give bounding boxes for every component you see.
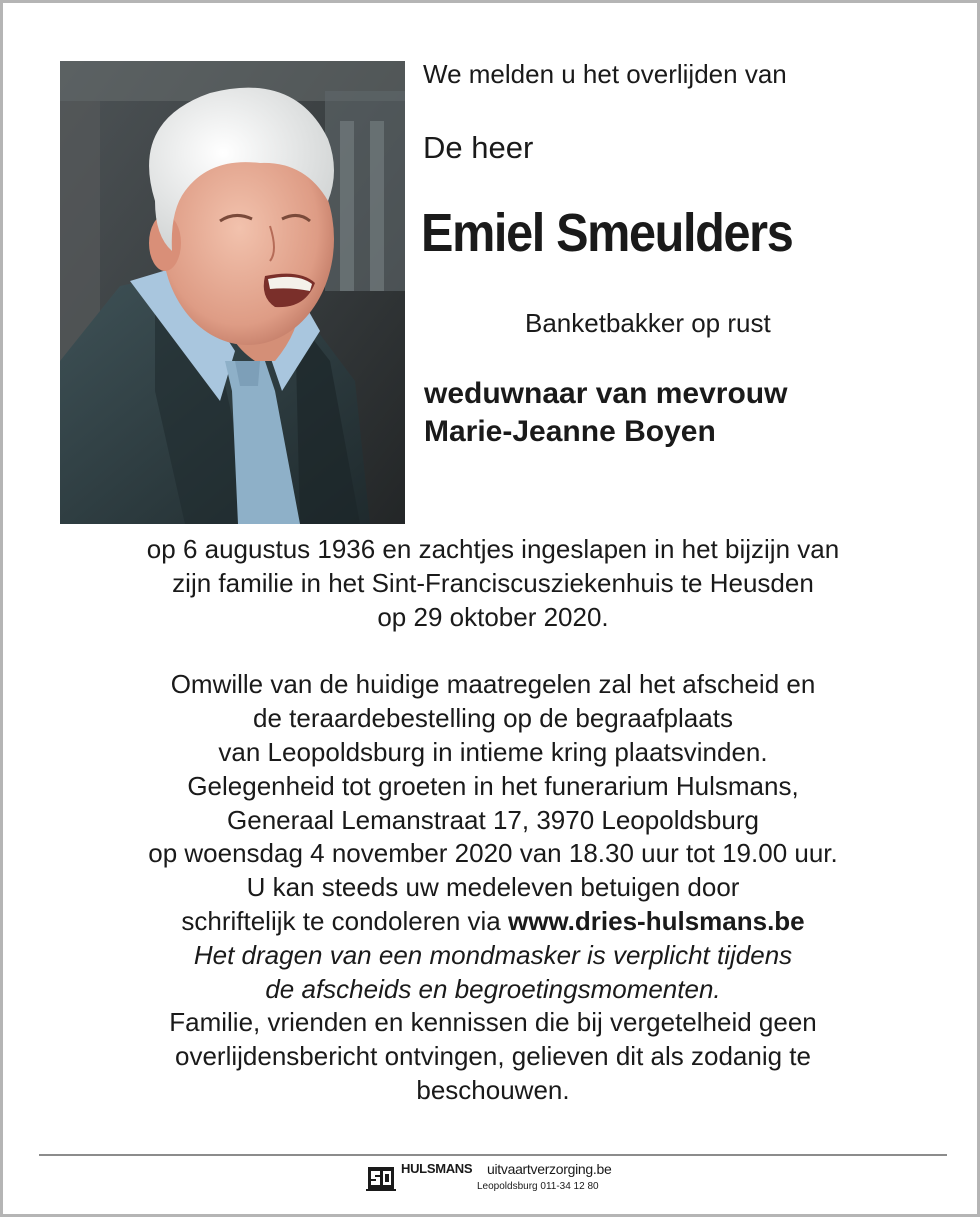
mask-notice-line: de afscheids en begroetingsmomenten. xyxy=(265,973,721,1004)
mask-notice-line: Het dragen van een mondmasker is verplicht tijdens xyxy=(193,939,793,970)
obituary-body xyxy=(43,533,943,1108)
text-line: Gelegenheid tot groeten in het funerarium Hulsmans, xyxy=(187,770,799,801)
spouse-info xyxy=(424,375,787,451)
footer-brand: HULSMANS xyxy=(401,1161,473,1176)
text-line: van Leopoldsburg in intieme kring plaatsvinden. xyxy=(218,736,768,767)
footer-domain: uitvaartverzorging.be xyxy=(487,1161,612,1177)
portrait-photo xyxy=(60,61,405,524)
condolence-prefix: schriftelijk te condoleren via xyxy=(181,905,508,936)
text-line: op 6 augustus 1936 en zachtjes ingeslapen in het bijzijn van xyxy=(146,534,840,564)
footer-contact: Leopoldsburg 011-34 12 80 xyxy=(477,1181,599,1192)
text-line: beschouwen. xyxy=(416,1074,570,1105)
text-line: zijn familie in het Sint-Franciscusziekenhuis te Heusden xyxy=(172,567,814,598)
ceremony-paragraph xyxy=(43,668,943,1107)
text-line: Omwille van de huidige maatregelen zal het afscheid en xyxy=(170,669,816,700)
birth-death-paragraph xyxy=(43,533,943,634)
deceased-name: Emiel Smeulders xyxy=(421,203,793,263)
profession: Banketbakker op rust xyxy=(525,308,771,338)
text-line: Generaal Lemanstraat 17, 3970 Leopoldsburg xyxy=(227,804,759,835)
announcement-intro: We melden u het overlijden van xyxy=(423,59,787,89)
text-line: op woensdag 4 november 2020 van 18.30 uur tot 19.00 uur. xyxy=(148,838,838,869)
condolence-line xyxy=(43,905,943,939)
text-line: U kan steeds uw medeleven betuigen door xyxy=(246,872,740,903)
text-line: Familie, vrienden en kennissen die bij vergetelheid geen xyxy=(169,1007,817,1038)
text-line: op 29 oktober 2020. xyxy=(377,601,609,632)
footer xyxy=(366,1161,636,1197)
text-line: overlijdensbericht ontvingen, gelieven dit als zodanig te xyxy=(175,1041,811,1072)
honorific: De heer xyxy=(423,130,534,165)
footer-divider xyxy=(39,1154,947,1156)
text-line: de teraardebestelling op de begraafplaats xyxy=(253,703,733,734)
spouse-line: Marie-Jeanne Boyen xyxy=(424,415,716,448)
spouse-line: weduwnaar van mevrouw xyxy=(424,377,788,410)
funeral-home-logo-icon xyxy=(366,1163,398,1193)
website-link[interactable]: www.dries-hulsmans.be xyxy=(507,905,805,936)
